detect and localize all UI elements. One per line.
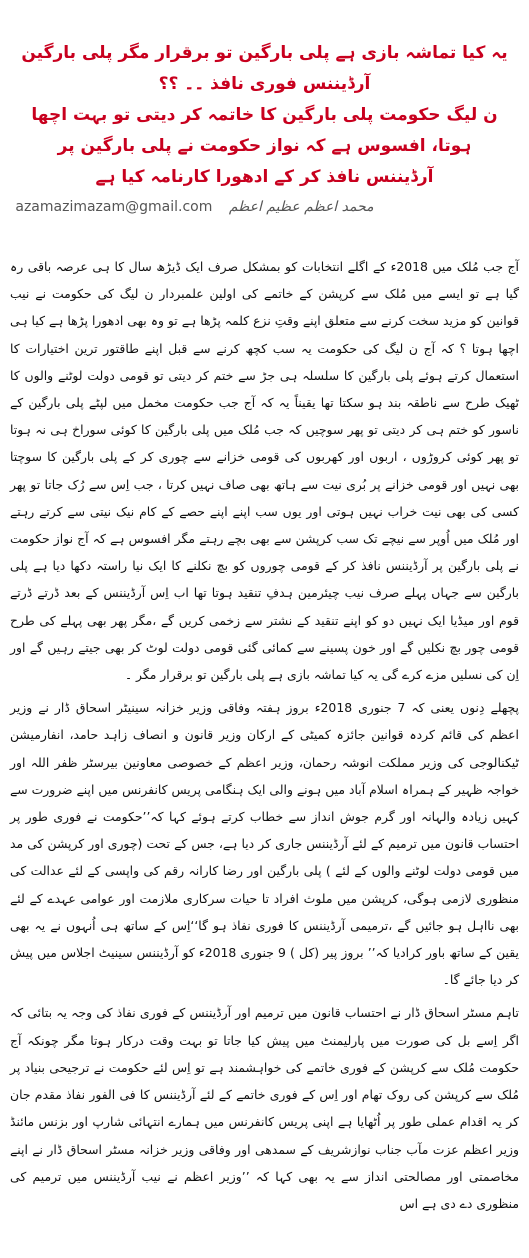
byline [0, 199, 529, 215]
headline-line-3: آرڈیننس نافذ کر کے ادھورا کارنامہ کیا ہے [95, 167, 434, 187]
headline-line-1: یہ کیا تماشہ بازی ہے پلی بارگین تو برقرار مگر پلی بارگین آرڈیننس فوری نافذ ۔۔ ؟؟ [21, 43, 508, 94]
paragraph-2: پچھلے دِنوں یعنی کہ 7 جنوری 2018ء بروز ہفتہ وفاقی وزیر خزانہ سینیٹر اسحاق ڈار نے وزیر اعظم کی قائم کردہ قوانین جائزہ کمیٹی کے ارکان وزیر قانون و انصاف زاہد حامد، انفارمیشن ٹیکنالوجی کی وزیر مملکت انوشہ رحمان، وزیر اعظم کے خصوصی معاونین بیرسٹر ظفر اللہ اور خواجہ ظہیر کے ہمراہ اسلام آباد میں ہونے والی ایک ہنگامی پریس کانفرنس میں اپنے ضرورت سے کہیں زیادہ والہانہ اور گرم جوش انداز سے خطاب کرتے ہوئے کہا کہ’’حکومت نے فوری طور پر احتساب قانون میں ترمیم کے لئے آرڈیننس جاری کر دیا ہے، جس کے تحت (چوری اور کرپشن کی مد میں قومی دولت لوٹنے والوں کے لئے ) پلی بارگین اور رضا کارانہ رقم کی واپسی کے لئے عدالت کی منظوری لازمی ہوگی، کرپشن میں ملوث افراد تا حیات سرکاری ملازمت اور عوامی عہدے کے لئے بھی نااہل ہو جائیں گے ،ترمیمی آرڈیننس کا فوری نفاذ ہو گا‘‘اِس کے ساتھ ہی اُنہوں نے یہ بھی یقین کے ساتھ باور کرادیا کہ’’ بروز پیر (کل ) 9 جنوری 2018ء کو آرڈیننس سینیٹ اجلاس میں پیش کر دیا جائے گا۔ [10, 700, 519, 988]
article-header [0, 0, 529, 215]
article-body [10, 253, 519, 1217]
author-name: محمد اعظم عظیم اعظم [228, 199, 374, 215]
headline [14, 38, 515, 193]
paragraph-3: تاہم مسٹر اسحاق ڈار نے احتساب قانون میں ترمیم اور آرڈیننس کے فوری نفاذ کی وجہ یہ بتائی کہ اگر اِسے بل کی صورت میں پارلیمنٹ میں پیش کیا جاتا تو بہت وقت درکار ہوتا مگر چونکہ آج حکومت مُلک سے کرپشن کے فوری خاتمے کی خواہشمند ہے تو اِس لئے حکومت نے ترجیحی بنیاد پر مُلک سے کرپشن کی روک تھام اور اِس کے فوری خاتمے کے لئے آرڈیننس کا فی الفور نفاذ مقدم جان کر یہ اقدام عملی طور پر اُٹھایا ہے اپنی پریس کانفرنس میں ہمارے انتہائی شارپ اور بزنس مائنڈ وزیر اعظم عزت مآب جناب نوازشریف کے سمدھی اور وفاقی وزیر خزانہ مسٹر اسحاق ڈار نے اپنے مخاصمتی اور مصالحتی انداز سے یہ بھی کہا کہ ’’وزیر اعظم نے نیب آرڈیننس میں ترمیم کی منظوری دے دی ہے اس [10, 1005, 519, 1211]
paragraph-1: آج جب مُلک میں 2018ء کے اگلے انتخابات کو بمشکل صرف ایک ڈیڑھ سال کا ہی عرصہ باقی رہ گیا ہے تو ایسے میں مُلک سے کرپشن کے خاتمے کی اولین علمبردار ن لیگ کی حکومت نے نیب قوانین کو مزید سخت کرنے سے متعلق اپنے وقتِ نزع کلمہ پڑھا ہے تو وہ بھی ادھورا پڑھا ہے کیا ہی اچھا ہوتا ؟ کہ آج ن لیگ کی حکومت یہ سب کچھ کرنے سے قبل اپنے طاقتور ترین اختیارات کا استعمال کرتے ہوئے پلی بارگین کا سلسلہ ہی جڑ سے ختم کر دیتی تو قومی دولت لوٹنے والوں کا ٹھیک طرح سے ناطقہ بند ہو سکتا تھا یقیناً یہ کہ آج جب حکومت مخمل میں لپٹے پلی بارگین کے ناسور کو ختم ہی کر دیتی تو پھر سوچیں کہ جب مُلک میں پلی بارگین کا کوئی سوراخ ہی نہ ہوتا تو پھر کوئی کروڑوں ، اربوں اور کھربوں کی قومی خزانے سے چوری کر کے پلی بارگین کا سوچتا بھی نہیں اور قومی خزانے پر بُری نیت سے ہاتھ بھی صاف نہیں کرتا ، جب اِس سے رُک جاتا تو پھر کسی کی بھی نیت خراب نہیں ہوتی اور یوں سب اپنے اپنے حصے کے کام نیک نیتی سے کرتے رہتے اور مُلک میں اُوپر سے نیچے تک سب کرپشن سے بھی بچے رہتے مگر افسوس ہے کہ آج نواز حکومت نے پلی بارگین پر آرڈیننس نافذ کر کے قومی چوروں کو بچ نکلنے کا ایک نیا راستہ دکھا دیا ہے پلی بارگین سے جہاں پہلے صرف نیب چیئرمین ہدفِ تنقید ہوتا تھا اب اِس آرڈیننس کے بعد ڈرتے ڈرتے قوم اور میڈیا ایک نہیں دو کو اپنے تنقید کے نشتر سے زخمی کریں گے ،مگر پھر بھی پہلے کی طرح قومی چور بچ نکلیں گے اور خون پسینے سے کمائی گئی قومی دولت لوٹ کر بھی جیتے رہیں گے اور اِن کی نسلیں مزے کرے گی یہ کیا تماشہ بازی ہے پلی بارگین تو برقرار مگر ۔ [10, 259, 519, 683]
author-email[interactable]: azamazimazam@gmail.com [15, 199, 213, 215]
headline-line-2: ن لیگ حکومت پلی بارگین کا خاتمہ کر دیتی تو بہت اچھا ہوتا، افسوس ہے کہ نواز حکومت نے پلی بارگین پر [31, 105, 498, 156]
